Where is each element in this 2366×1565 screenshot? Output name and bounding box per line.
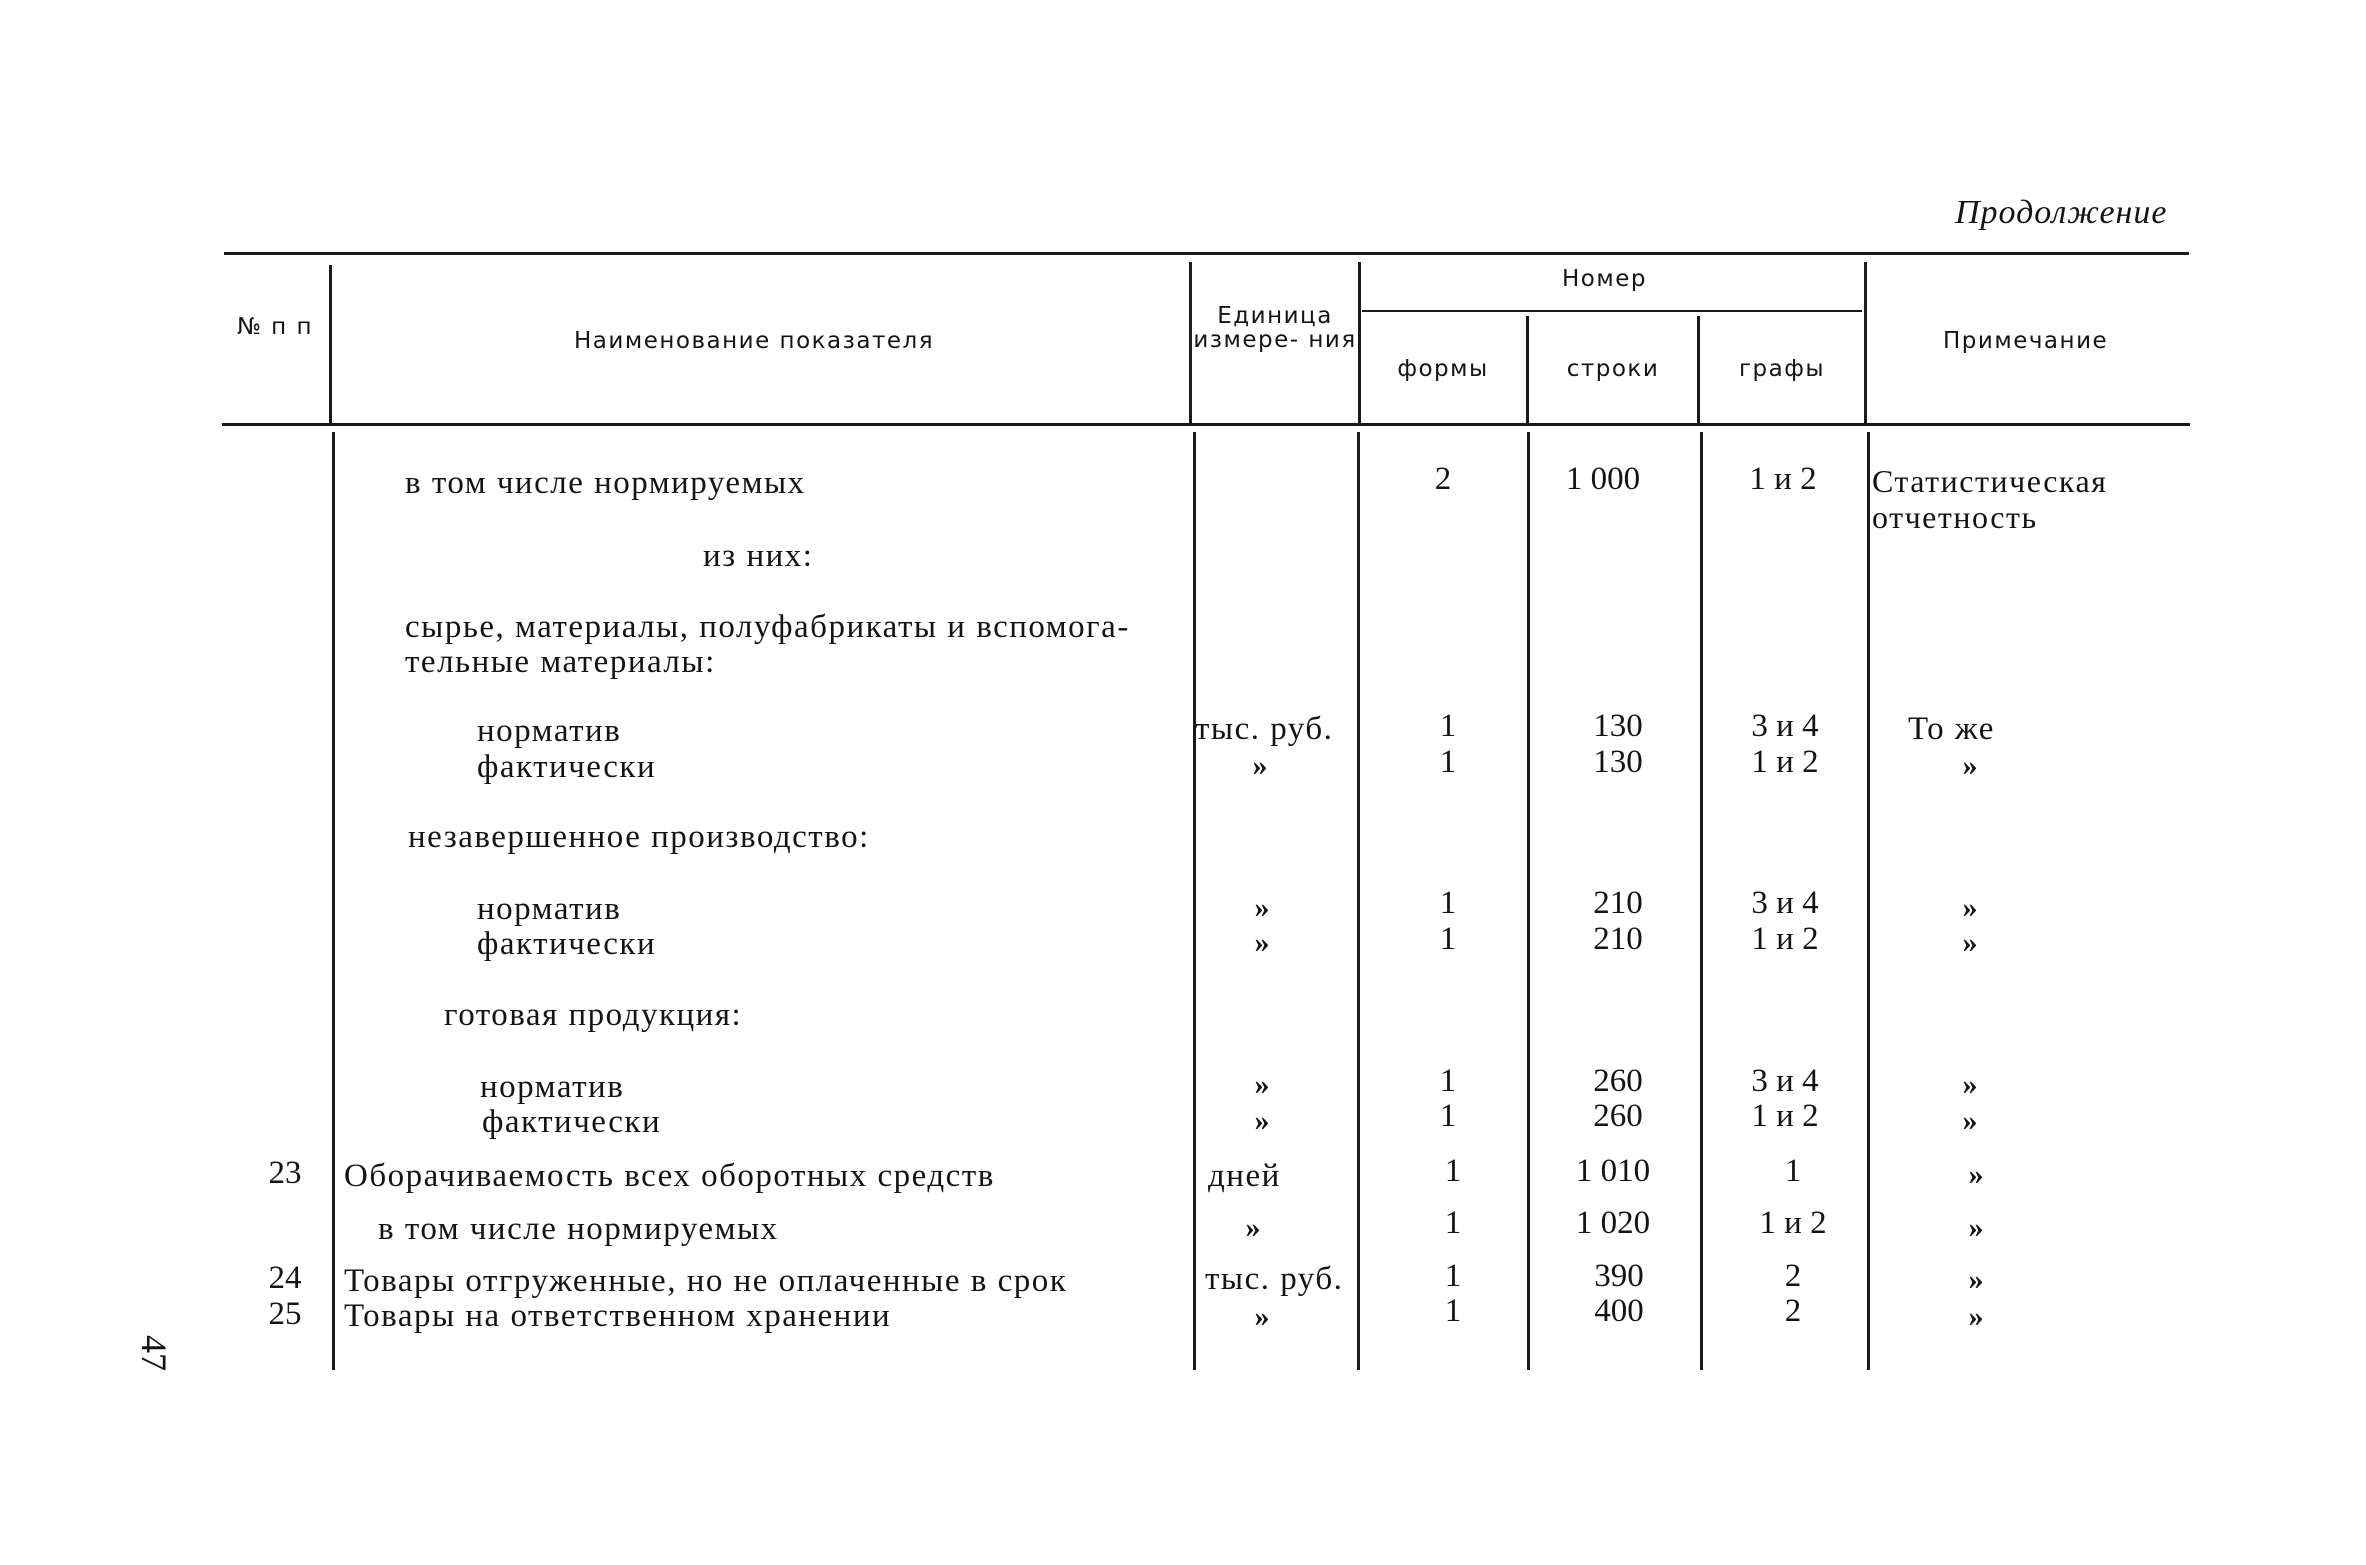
row-name: Товары на ответственном хранении [344,1298,892,1334]
row-form: 1 [1439,744,1457,780]
body-divider [1357,432,1360,1370]
row-name: готовая продукция: [444,997,743,1033]
row-index: 23 [268,1155,302,1191]
row-column: 1 и 2 [1759,1205,1827,1241]
row-name: из них: [703,538,814,574]
row-unit: тыс. руб. [1205,1261,1344,1297]
row-note: » [1968,1211,1984,1244]
number-group-rule [1362,310,1862,312]
row-name: тельные материалы: [405,644,716,680]
row-line: 260 [1593,1063,1643,1099]
row-column: 2 [1784,1258,1802,1294]
header-line: строки [1566,356,1660,382]
row-name: Оборачиваемость всех оборотных средств [344,1158,995,1194]
row-column: 1 и 2 [1749,461,1817,497]
row-note: » [1962,749,1978,782]
row-note: » [1962,1104,1978,1137]
row-line: 1 000 [1565,461,1641,497]
row-line: 210 [1593,921,1643,957]
row-column: 3 и 4 [1751,885,1819,921]
header-column: графы [1738,356,1826,382]
body-divider [1867,432,1870,1370]
row-unit: » [1254,1104,1270,1137]
row-unit: дней [1208,1158,1281,1194]
row-note: То же [1908,711,1995,747]
row-note: » [1968,1158,1984,1191]
header-divider [329,265,332,423]
row-column: 3 и 4 [1751,708,1819,744]
row-note: » [1968,1263,1984,1296]
row-form: 1 [1439,885,1457,921]
header-unit: Единица измере- ния [1193,303,1357,354]
row-name: Товары отгруженные, но не оплаченные в срок [344,1263,1068,1299]
row-name: фактически [477,926,657,962]
row-index: 24 [268,1260,302,1296]
row-note: » [1968,1300,1984,1333]
row-form: 1 [1444,1153,1462,1189]
row-form: 1 [1444,1205,1462,1241]
row-column: 3 и 4 [1751,1063,1819,1099]
row-form: 1 [1439,1063,1457,1099]
row-name: в том числе нормируемых [405,465,806,501]
header-indicator-name: Наименование показателя [574,328,935,354]
body-divider [1700,432,1703,1370]
continuation-label: Продолжение [1955,194,2168,231]
header-note: Примечание [1943,328,2109,354]
row-name: сырье, материалы, полуфабрикаты и вспомога- [405,609,1130,645]
body-divider [1193,432,1196,1370]
header-number-group: Номер [1562,266,1647,292]
row-form: 2 [1434,461,1452,497]
row-form: 1 [1439,708,1457,744]
row-unit: » [1254,891,1270,924]
row-line: 1 010 [1575,1153,1651,1189]
row-form: 1 [1444,1293,1462,1329]
row-column: 2 [1784,1293,1802,1329]
row-column: 1 и 2 [1751,921,1819,957]
row-name: норматив [477,891,622,927]
row-line: 260 [1593,1098,1643,1134]
row-note: » [1962,891,1978,924]
row-line: 1 020 [1575,1205,1651,1241]
row-note: отчетность [1872,499,2038,535]
header-index: № п п [236,314,314,340]
row-line: 130 [1593,744,1643,780]
row-name: в том числе нормируемых [378,1211,779,1247]
row-line: 400 [1594,1293,1644,1329]
row-name: норматив [477,713,622,749]
row-note: Статистическая [1872,463,2108,499]
row-line: 390 [1594,1258,1644,1294]
page-number: 47 [134,1335,174,1371]
row-line: 210 [1593,885,1643,921]
row-name: норматив [480,1069,625,1105]
body-divider [332,432,335,1370]
row-form: 1 [1444,1258,1462,1294]
row-unit: » [1252,749,1268,782]
row-note: » [1962,926,1978,959]
row-index: 25 [268,1296,302,1332]
header-divider [1864,262,1867,423]
row-form: 1 [1439,921,1457,957]
row-name: незавершенное производство: [408,819,870,855]
row-unit: тыс. руб. [1195,711,1334,747]
row-unit: » [1254,1300,1270,1333]
header-bottom-rule [222,423,2190,426]
row-column: 1 и 2 [1751,744,1819,780]
row-line: 130 [1593,708,1643,744]
table-top-rule [224,252,2189,255]
row-unit: » [1245,1211,1261,1244]
header-form: формы [1397,356,1489,382]
row-column: 1 [1784,1153,1802,1189]
body-divider [1527,432,1530,1370]
row-note: » [1962,1068,1978,1101]
row-name: фактически [477,749,657,785]
row-name: фактически [482,1104,662,1140]
row-form: 1 [1439,1098,1457,1134]
row-unit: » [1254,1068,1270,1101]
row-column: 1 и 2 [1751,1098,1819,1134]
row-unit: » [1254,926,1270,959]
